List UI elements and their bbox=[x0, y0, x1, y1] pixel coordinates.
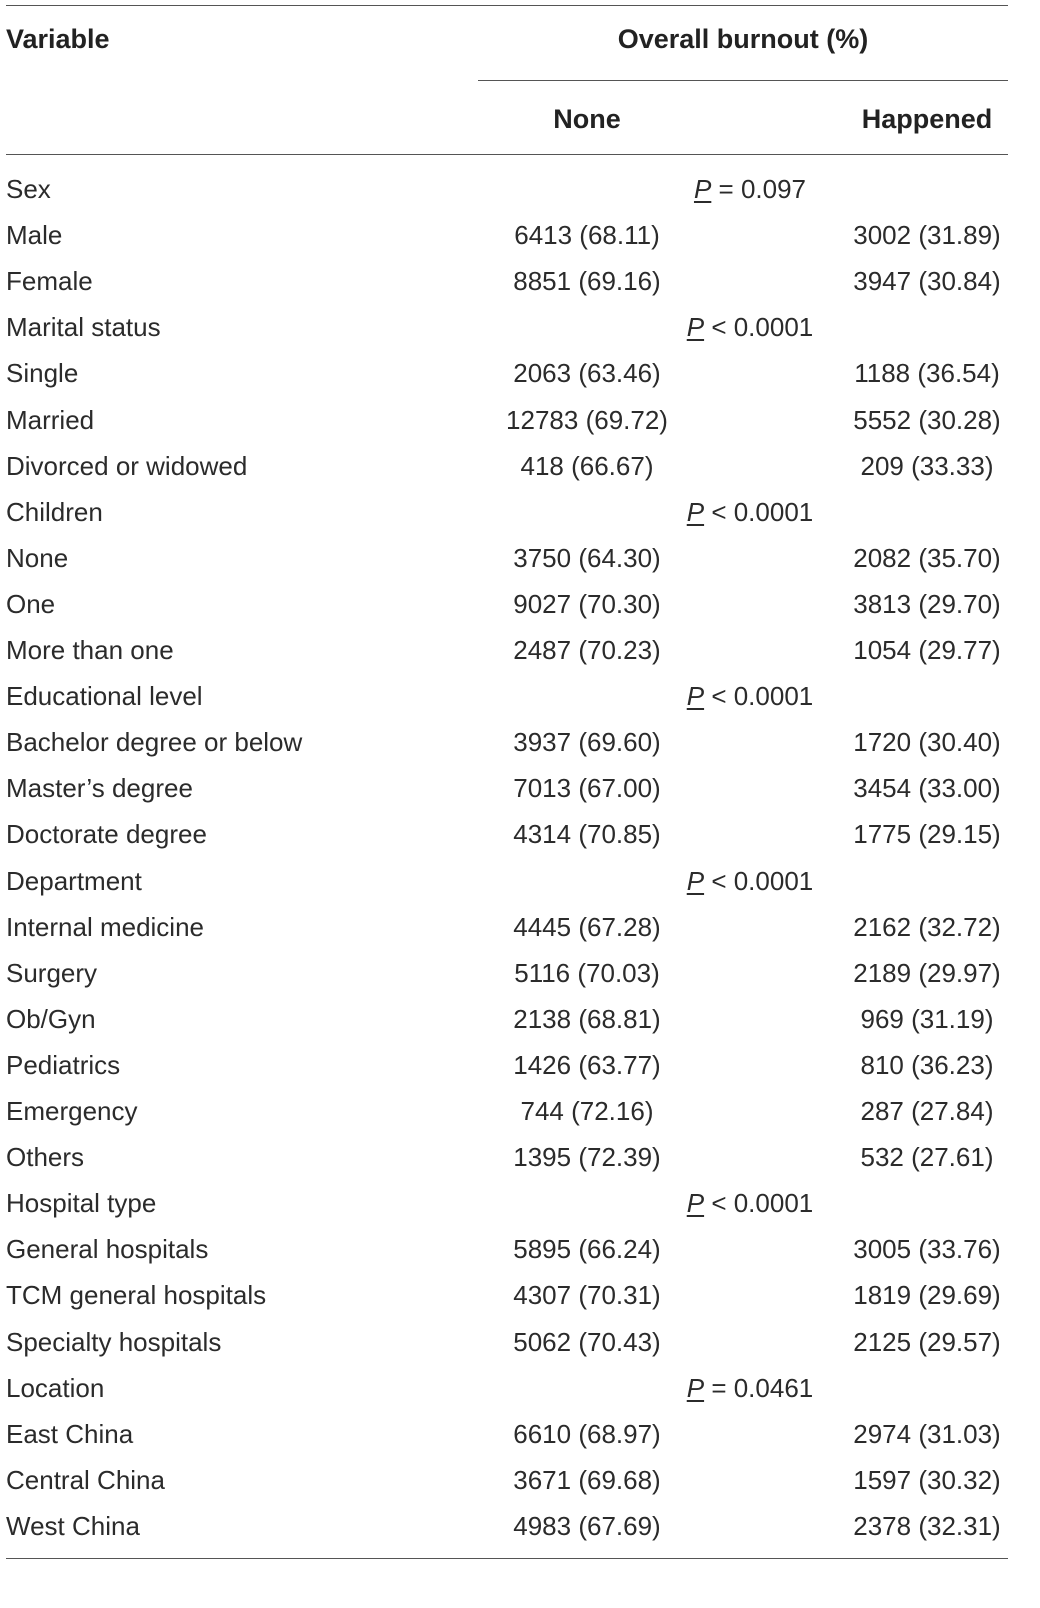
cell-happened: 287 (27.84) bbox=[860, 1096, 994, 1126]
table-row bbox=[0, 1411, 1040, 1457]
table-row bbox=[0, 950, 1040, 996]
table-row bbox=[0, 443, 1040, 489]
cell-happened: 1819 (29.69) bbox=[853, 1280, 1001, 1311]
table-row bbox=[0, 350, 1040, 396]
cell-none: 6413 (68.11) bbox=[514, 220, 660, 251]
table-row bbox=[0, 1134, 1040, 1180]
p-value-text: < 0.0001 bbox=[711, 681, 814, 712]
table-row bbox=[0, 719, 1040, 765]
row-label: More than one bbox=[6, 635, 174, 665]
row-label: Internal medicine bbox=[6, 911, 204, 942]
cell-none: 1426 (63.77) bbox=[513, 1049, 661, 1080]
row-label: Married bbox=[6, 404, 95, 435]
row-label: General hospitals bbox=[6, 1234, 209, 1265]
cell-happened: 969 (31.19) bbox=[860, 1003, 994, 1034]
cell-happened: 1720 (30.40) bbox=[853, 727, 1001, 758]
row-label: TCM general hospitals bbox=[6, 1280, 267, 1311]
cell-none: 4983 (67.69) bbox=[513, 1510, 661, 1541]
table-row bbox=[0, 1088, 1040, 1134]
p-letter: P bbox=[686, 312, 705, 343]
row-label: Others bbox=[6, 1142, 85, 1173]
cell-happened: 3947 (30.84) bbox=[853, 266, 1001, 297]
p-value bbox=[480, 1365, 1020, 1411]
p-value-text: < 0.0001 bbox=[711, 865, 814, 896]
row-label: One bbox=[6, 588, 56, 619]
row-label: Single bbox=[6, 358, 79, 389]
cell-none: 1395 (72.39) bbox=[513, 1142, 661, 1173]
cell-none: 3671 (69.68) bbox=[513, 1464, 661, 1495]
cell-none: 5062 (70.43) bbox=[513, 1326, 661, 1357]
row-label: Female bbox=[6, 266, 93, 297]
row-label: East China bbox=[6, 1418, 134, 1449]
group-label: Hospital type bbox=[6, 1188, 157, 1219]
table-row bbox=[0, 1042, 1040, 1088]
p-letter: P bbox=[686, 1372, 705, 1403]
header-overall-burnout: Overall burnout (%) bbox=[617, 24, 869, 54]
group-label: Location bbox=[6, 1372, 105, 1403]
cell-happened: 2162 (32.72) bbox=[853, 911, 1001, 942]
cell-none: 418 (66.67) bbox=[520, 450, 654, 481]
cell-happened: 1775 (29.15) bbox=[853, 819, 1001, 850]
cell-happened: 2974 (31.03) bbox=[853, 1418, 1001, 1449]
cell-happened: 5552 (30.28) bbox=[853, 404, 1001, 435]
p-value-text: = 0.0461 bbox=[711, 1372, 814, 1403]
cell-none: 12783 (69.72) bbox=[506, 404, 668, 435]
cell-happened: 209 (33.33) bbox=[860, 450, 994, 481]
row-label: Doctorate degree bbox=[6, 819, 207, 850]
table-row bbox=[0, 627, 1040, 673]
row-label: Male bbox=[6, 220, 63, 251]
p-value bbox=[480, 166, 1020, 212]
cell-happened: 2378 (32.31) bbox=[853, 1510, 1001, 1541]
cell-happened: 3002 (31.89) bbox=[853, 220, 1001, 251]
group-row bbox=[0, 858, 1040, 904]
p-value bbox=[480, 489, 1020, 535]
p-value bbox=[480, 673, 1020, 719]
p-value bbox=[480, 1180, 1020, 1226]
cell-none: 5116 (70.03) bbox=[514, 957, 660, 988]
row-label: West China bbox=[6, 1510, 140, 1541]
cell-happened: 810 (36.23) bbox=[860, 1049, 994, 1080]
header-rule bbox=[6, 154, 1008, 155]
cell-happened: 1054 (29.77) bbox=[853, 635, 1001, 665]
group-label: Department bbox=[6, 865, 142, 896]
group-label: Marital status bbox=[6, 312, 161, 343]
cell-none: 9027 (70.30) bbox=[513, 588, 661, 619]
row-label: Central China bbox=[6, 1464, 165, 1495]
cell-none: 3750 (64.30) bbox=[513, 542, 661, 573]
table-row bbox=[0, 258, 1040, 304]
p-letter: P bbox=[686, 1188, 705, 1219]
p-letter: P bbox=[686, 681, 705, 712]
table-row bbox=[0, 1457, 1040, 1503]
group-label: Educational level bbox=[6, 681, 203, 712]
cell-none: 6610 (68.97) bbox=[513, 1418, 661, 1449]
cell-happened: 1597 (30.32) bbox=[853, 1464, 1001, 1495]
group-row bbox=[0, 1180, 1040, 1226]
row-label: Specialty hospitals bbox=[6, 1326, 222, 1357]
group-row bbox=[0, 1365, 1040, 1411]
table-row bbox=[0, 996, 1040, 1042]
cell-happened: 3454 (33.00) bbox=[853, 773, 1001, 804]
header-happened: Happened bbox=[861, 104, 993, 134]
group-row bbox=[0, 166, 1040, 212]
row-label: None bbox=[6, 542, 69, 573]
row-label: Emergency bbox=[6, 1096, 138, 1126]
group-row bbox=[0, 489, 1040, 535]
header-variable: Variable bbox=[6, 24, 110, 54]
table-row bbox=[0, 765, 1040, 811]
row-label: Ob/Gyn bbox=[6, 1003, 96, 1034]
p-value-text: < 0.0001 bbox=[711, 312, 814, 343]
cell-none: 2487 (70.23) bbox=[513, 635, 661, 665]
table-row bbox=[0, 397, 1040, 443]
table-row bbox=[0, 1319, 1040, 1365]
header-none: None bbox=[553, 104, 621, 134]
cell-happened: 3813 (29.70) bbox=[853, 588, 1001, 619]
table-row bbox=[0, 904, 1040, 950]
cell-none: 4314 (70.85) bbox=[513, 819, 661, 850]
cell-none: 744 (72.16) bbox=[520, 1096, 654, 1126]
cell-happened: 2189 (29.97) bbox=[853, 957, 1001, 988]
cell-none: 3937 (69.60) bbox=[513, 727, 661, 758]
table-row bbox=[0, 1272, 1040, 1318]
row-label: Surgery bbox=[6, 957, 98, 988]
group-row bbox=[0, 304, 1040, 350]
cell-none: 4307 (70.31) bbox=[513, 1280, 661, 1311]
group-row bbox=[0, 673, 1040, 719]
p-value-text: < 0.0001 bbox=[711, 496, 814, 527]
cell-none: 8851 (69.16) bbox=[513, 266, 661, 297]
cell-happened: 2082 (35.70) bbox=[853, 542, 1001, 573]
cell-none: 5895 (66.24) bbox=[513, 1234, 661, 1265]
group-label: Sex bbox=[6, 174, 51, 204]
cell-none: 7013 (67.00) bbox=[513, 773, 661, 804]
top-rule bbox=[6, 5, 1008, 6]
overall-underline bbox=[478, 80, 1008, 81]
cell-happened: 3005 (33.76) bbox=[853, 1234, 1001, 1265]
table-row bbox=[0, 1226, 1040, 1272]
p-value bbox=[480, 304, 1020, 350]
cell-happened: 2125 (29.57) bbox=[853, 1326, 1001, 1357]
p-letter: P bbox=[693, 174, 712, 204]
row-label: Divorced or widowed bbox=[6, 450, 248, 481]
cell-none: 2063 (63.46) bbox=[513, 358, 661, 389]
p-value-text: = 0.097 bbox=[718, 174, 807, 204]
table-row bbox=[0, 212, 1040, 258]
table-row bbox=[0, 1503, 1040, 1549]
group-label: Children bbox=[6, 496, 103, 527]
row-label: Master’s degree bbox=[6, 773, 193, 804]
row-label: Pediatrics bbox=[6, 1049, 121, 1080]
cell-happened: 532 (27.61) bbox=[860, 1142, 994, 1173]
p-value-text: < 0.0001 bbox=[711, 1188, 814, 1219]
row-label: Bachelor degree or below bbox=[6, 727, 303, 758]
table-row bbox=[0, 581, 1040, 627]
cell-none: 2138 (68.81) bbox=[513, 1003, 661, 1034]
cell-happened: 1188 (36.54) bbox=[854, 358, 1000, 389]
table-row bbox=[0, 811, 1040, 857]
p-value bbox=[480, 858, 1020, 904]
p-letter: P bbox=[686, 496, 705, 527]
table-row bbox=[0, 535, 1040, 581]
bottom-rule bbox=[6, 1558, 1008, 1559]
cell-none: 4445 (67.28) bbox=[513, 911, 661, 942]
p-letter: P bbox=[686, 865, 705, 896]
